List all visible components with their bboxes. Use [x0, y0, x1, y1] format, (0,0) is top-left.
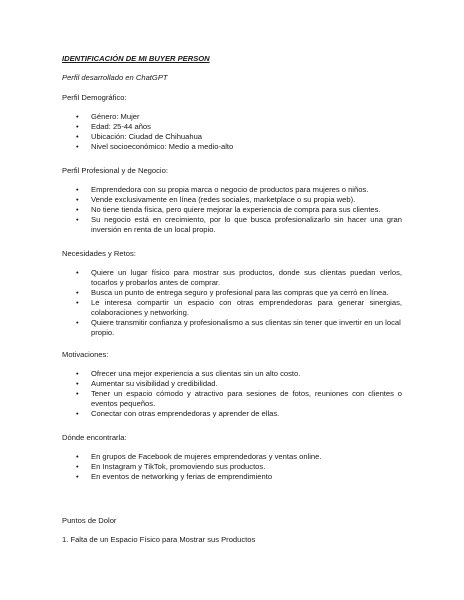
document-title: IDENTIFICACIÓN DE MI BUYER PERSON [62, 54, 210, 63]
list-item: • Ubicación: Ciudad de Chihuahua [76, 132, 203, 141]
section-heading-necesidades: Necesidades y Retos: [62, 249, 136, 258]
section-heading-dolor: Puntos de Dolor [62, 516, 117, 525]
bullet-icon: • [76, 215, 79, 224]
bullet-icon: • [76, 142, 79, 151]
bullet-icon: • [76, 132, 79, 141]
bullet-icon: • [76, 112, 79, 121]
bullet-icon: • [76, 389, 79, 398]
list-demografico [76, 112, 402, 152]
bullet-icon: • [76, 462, 79, 471]
list-item: • Quiere transmitir confianza y profesionalismo a sus clientas sin tener que invertir en un local propio. [76, 318, 401, 337]
document-subtitle: Perfil desarrollado en ChatGPT [62, 73, 168, 82]
bullet-icon: • [76, 195, 79, 204]
section-heading-donde: Dónde encontrarla: [62, 433, 127, 442]
bullet-icon: • [76, 318, 79, 327]
list-profesional [76, 185, 402, 235]
bullet-icon: • [76, 288, 79, 297]
list-item: • Quiere un lugar físico para mostrar sus productos, donde sus clientas puedan verlos, tocarlos y probarlos antes de comprar. [76, 268, 402, 287]
list-item: • Edad: 25-44 años [76, 122, 151, 131]
list-item: • Emprendedora con su propia marca o negocio de productos para mujeres o niños. [76, 185, 369, 194]
section-heading-demografico: Perfil Demográfico: [62, 93, 127, 102]
list-item: • Nivel socioeconómico: Medio a medio-alto [76, 142, 234, 151]
list-item: • Vende exclusivamente en línea (redes sociales, marketplace o su propia web). [76, 195, 356, 204]
section-heading-profesional: Perfil Profesional y de Negocio: [62, 166, 168, 175]
bullet-icon: • [76, 472, 79, 481]
list-item: • No tiene tienda física, pero quiere mejorar la experiencia de compra para sus clientes. [76, 205, 381, 214]
list-item: • Conectar con otras emprendedoras y aprender de ellas. [76, 409, 280, 418]
list-item: • Aumentar su visibilidad y credibilidad. [76, 379, 218, 388]
list-item: • Tener un espacio cómodo y atractivo para sesiones de fotos, reuniones con clientes o eventos pequeños. [76, 389, 402, 408]
bullet-icon: • [76, 452, 79, 461]
bullet-icon: • [76, 379, 79, 388]
bullet-icon: • [76, 369, 79, 378]
list-item: • Su negocio está en crecimiento, por lo que busca profesionalizarlo sin hacer una gran inversión en renta de un local propio. [76, 215, 402, 234]
bullet-icon: • [76, 409, 79, 418]
list-item: • Le interesa compartir un espacio con otras emprendedoras para generar sinergias, colaboraciones y networking. [76, 298, 402, 317]
list-necesidades [76, 268, 402, 338]
section-heading-motivaciones: Motivaciones: [62, 350, 109, 359]
bullet-icon: • [76, 298, 79, 307]
bullet-icon: • [76, 205, 79, 214]
bullet-icon: • [76, 268, 79, 277]
dolor-point-1: 1. Falta de un Espacio Físico para Mostrar sus Productos [62, 535, 256, 544]
list-item: • Ofrecer una mejor experiencia a sus clientas sin un alto costo. [76, 369, 301, 378]
list-item: • En Instagram y TikTok, promoviendo sus productos. [76, 462, 266, 471]
list-motivaciones [76, 369, 402, 419]
list-item: • En grupos de Facebook de mujeres emprendedoras y ventas online. [76, 452, 322, 461]
list-donde [76, 452, 402, 482]
list-item: • Género: Mujer [76, 112, 140, 121]
list-item: • Busca un punto de entrega seguro y profesional para las compras que ya cerró en línea. [76, 288, 389, 297]
list-item: • En eventos de networking y ferias de emprendimiento [76, 472, 273, 481]
bullet-icon: • [76, 122, 79, 131]
bullet-icon: • [76, 185, 79, 194]
